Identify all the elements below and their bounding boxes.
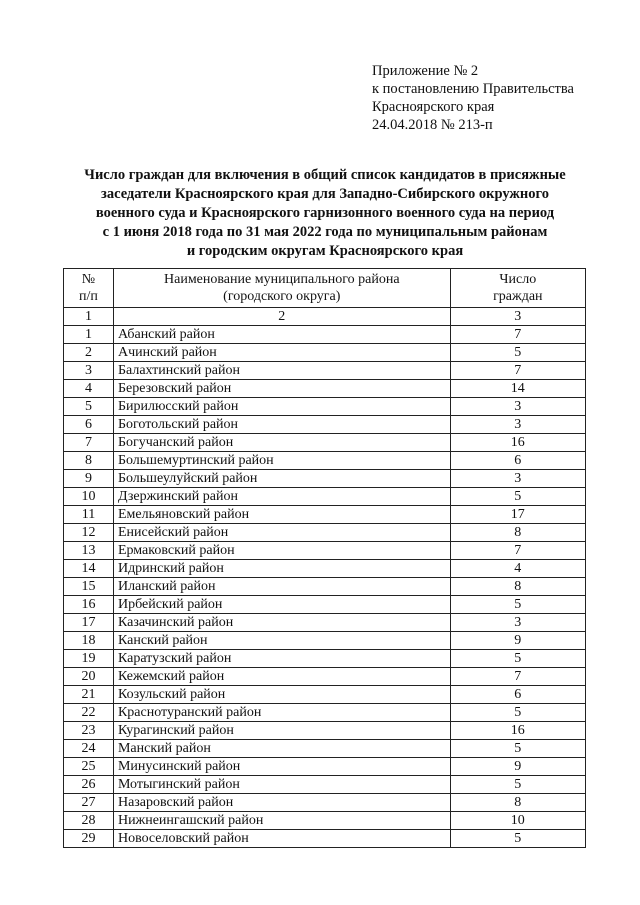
row-number: 4: [64, 380, 114, 398]
header-count: Число граждан: [450, 269, 585, 308]
row-number: 26: [64, 776, 114, 794]
table-row: [64, 452, 586, 470]
title-line: и городским округам Красноярского края: [186, 243, 464, 259]
row-number: 27: [64, 794, 114, 812]
row-number: 28: [64, 812, 114, 830]
table-row: [64, 668, 586, 686]
district-name: Большемуртинский район: [113, 452, 450, 470]
district-name: Большеулуйский район: [113, 470, 450, 488]
district-name: Нижнеингашский район: [113, 812, 450, 830]
citizen-count: 8: [450, 524, 585, 542]
citizen-count: 16: [450, 722, 585, 740]
table-row: [64, 632, 586, 650]
table-row: [64, 362, 586, 380]
citizen-count: 9: [450, 632, 585, 650]
row-number: 15: [64, 578, 114, 596]
district-name: Бирилюсский район: [113, 398, 450, 416]
table-row: [64, 398, 586, 416]
column-index: 1: [64, 308, 114, 326]
citizen-count: 3: [450, 614, 585, 632]
table-row: [64, 470, 586, 488]
citizen-count: 7: [450, 668, 585, 686]
table-row: [64, 344, 586, 362]
district-name: Кежемский район: [113, 668, 450, 686]
row-number: 20: [64, 668, 114, 686]
header-name: Наименование муниципального района (городского округа): [113, 269, 450, 308]
table-row: [64, 776, 586, 794]
district-name: Манский район: [113, 740, 450, 758]
district-name: Абанский район: [113, 326, 450, 344]
citizen-count: 8: [450, 794, 585, 812]
citizen-count: 5: [450, 344, 585, 362]
citizen-count: 7: [450, 362, 585, 380]
row-number: 23: [64, 722, 114, 740]
district-name: Балахтинский район: [113, 362, 450, 380]
district-name: Иланский район: [113, 578, 450, 596]
row-number: 17: [64, 614, 114, 632]
row-number: 22: [64, 704, 114, 722]
appendix-region: Красноярского края: [372, 99, 495, 115]
citizen-count: 16: [450, 434, 585, 452]
citizen-count: 5: [450, 596, 585, 614]
district-name: Канский район: [113, 632, 450, 650]
district-name: Назаровский район: [113, 794, 450, 812]
row-number: 1: [64, 326, 114, 344]
district-name: Емельяновский район: [113, 506, 450, 524]
column-index: 3: [450, 308, 585, 326]
table-row: [64, 380, 586, 398]
citizen-count: 5: [450, 830, 585, 848]
table-row: [64, 434, 586, 452]
title-line: Число граждан для включения в общий список кандидатов в присяжные: [84, 167, 566, 183]
header-number: № п/п: [64, 269, 114, 308]
table-row: [64, 722, 586, 740]
row-number: 19: [64, 650, 114, 668]
row-number: 16: [64, 596, 114, 614]
district-name: Мотыгинский район: [113, 776, 450, 794]
citizen-count: 5: [450, 704, 585, 722]
row-number: 18: [64, 632, 114, 650]
table-row: [64, 578, 586, 596]
district-name: Каратузский район: [113, 650, 450, 668]
document-title: [60, 166, 590, 261]
table-row: [64, 326, 586, 344]
table-row: [64, 812, 586, 830]
citizen-count: 9: [450, 758, 585, 776]
citizen-count: 5: [450, 650, 585, 668]
citizen-count: 8: [450, 578, 585, 596]
row-number: 8: [64, 452, 114, 470]
row-number: 25: [64, 758, 114, 776]
appendix-date: 24.04.2018 № 213-п: [372, 117, 493, 133]
citizen-count: 14: [450, 380, 585, 398]
table-row: [64, 650, 586, 668]
row-number: 5: [64, 398, 114, 416]
table-row: [64, 416, 586, 434]
table-row: [64, 830, 586, 848]
table-row: [64, 542, 586, 560]
row-number: 24: [64, 740, 114, 758]
citizen-count: 7: [450, 542, 585, 560]
row-number: 9: [64, 470, 114, 488]
title-line: с 1 июня 2018 года по 31 мая 2022 года по муниципальным районам: [102, 224, 548, 240]
citizen-count: 5: [450, 776, 585, 794]
citizen-count: 5: [450, 740, 585, 758]
citizen-count: 10: [450, 812, 585, 830]
row-number: 11: [64, 506, 114, 524]
district-name: Краснотуранский район: [113, 704, 450, 722]
row-number: 29: [64, 830, 114, 848]
table-row: [64, 704, 586, 722]
district-name: Ачинский район: [113, 344, 450, 362]
row-number: 6: [64, 416, 114, 434]
title-line: военного суда и Красноярского гарнизонного военного суда на период: [95, 205, 555, 221]
appendix-number: Приложение № 2: [372, 63, 479, 79]
title-line: заседатели Красноярского края для Западно-Сибирского окружного: [101, 186, 549, 202]
appendix-block: [372, 62, 574, 134]
table-row: [64, 524, 586, 542]
district-name: Ирбейский район: [113, 596, 450, 614]
district-name: Казачинский район: [113, 614, 450, 632]
district-name: Енисейский район: [113, 524, 450, 542]
row-number: 7: [64, 434, 114, 452]
citizen-count: 6: [450, 686, 585, 704]
row-number: 12: [64, 524, 114, 542]
table-row: [64, 794, 586, 812]
table-row: [64, 758, 586, 776]
table-row: [64, 596, 586, 614]
row-number: 21: [64, 686, 114, 704]
row-number: 2: [64, 344, 114, 362]
table-row: [64, 614, 586, 632]
row-number: 3: [64, 362, 114, 380]
district-name: Богучанский район: [113, 434, 450, 452]
district-name: Ермаковский район: [113, 542, 450, 560]
citizen-count: 5: [450, 488, 585, 506]
table-row: [64, 560, 586, 578]
citizen-count: 3: [450, 416, 585, 434]
column-index: 2: [113, 308, 450, 326]
district-name: Дзержинский район: [113, 488, 450, 506]
table-row: [64, 686, 586, 704]
row-number: 10: [64, 488, 114, 506]
row-number: 14: [64, 560, 114, 578]
district-name: Новоселовский район: [113, 830, 450, 848]
column-index-row: [64, 308, 586, 326]
district-name: Боготольский район: [113, 416, 450, 434]
table-row: [64, 740, 586, 758]
citizen-count: 3: [450, 470, 585, 488]
district-name: Курагинский район: [113, 722, 450, 740]
appendix-reference: к постановлению Правительства: [372, 81, 574, 97]
table-header-row: [64, 269, 586, 308]
row-number: 13: [64, 542, 114, 560]
district-name: Минусинский район: [113, 758, 450, 776]
district-name: Березовский район: [113, 380, 450, 398]
district-name: Идринский район: [113, 560, 450, 578]
citizens-table: [63, 268, 586, 848]
citizen-count: 17: [450, 506, 585, 524]
citizen-count: 3: [450, 398, 585, 416]
table-row: [64, 506, 586, 524]
district-name: Козульский район: [113, 686, 450, 704]
table-row: [64, 488, 586, 506]
citizen-count: 4: [450, 560, 585, 578]
citizen-count: 6: [450, 452, 585, 470]
citizen-count: 7: [450, 326, 585, 344]
